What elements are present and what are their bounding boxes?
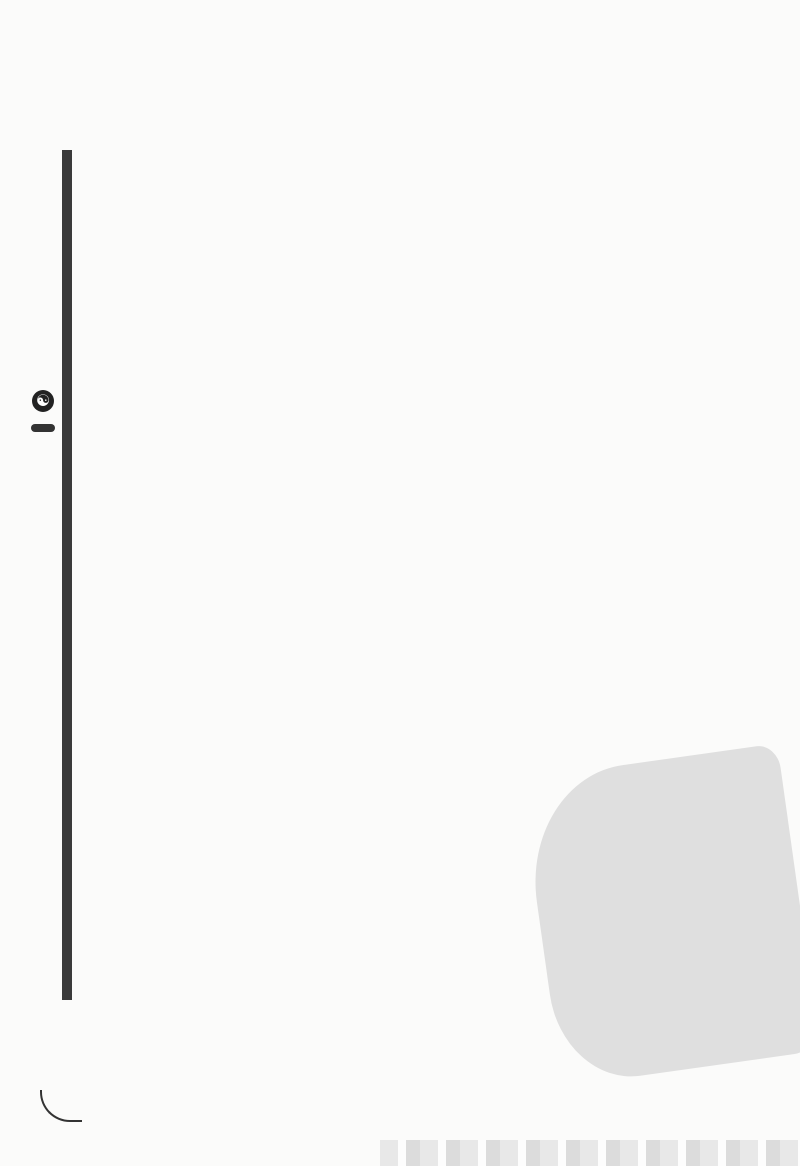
scan-edge-strip [380, 1140, 800, 1166]
library-seal-watermark [520, 743, 800, 1086]
page-curl-ornament [40, 1090, 82, 1122]
spine-bar [62, 150, 72, 1000]
yin-yang-icon: ☯ [32, 390, 54, 412]
volume-badge [31, 424, 55, 432]
side-title [28, 390, 58, 432]
